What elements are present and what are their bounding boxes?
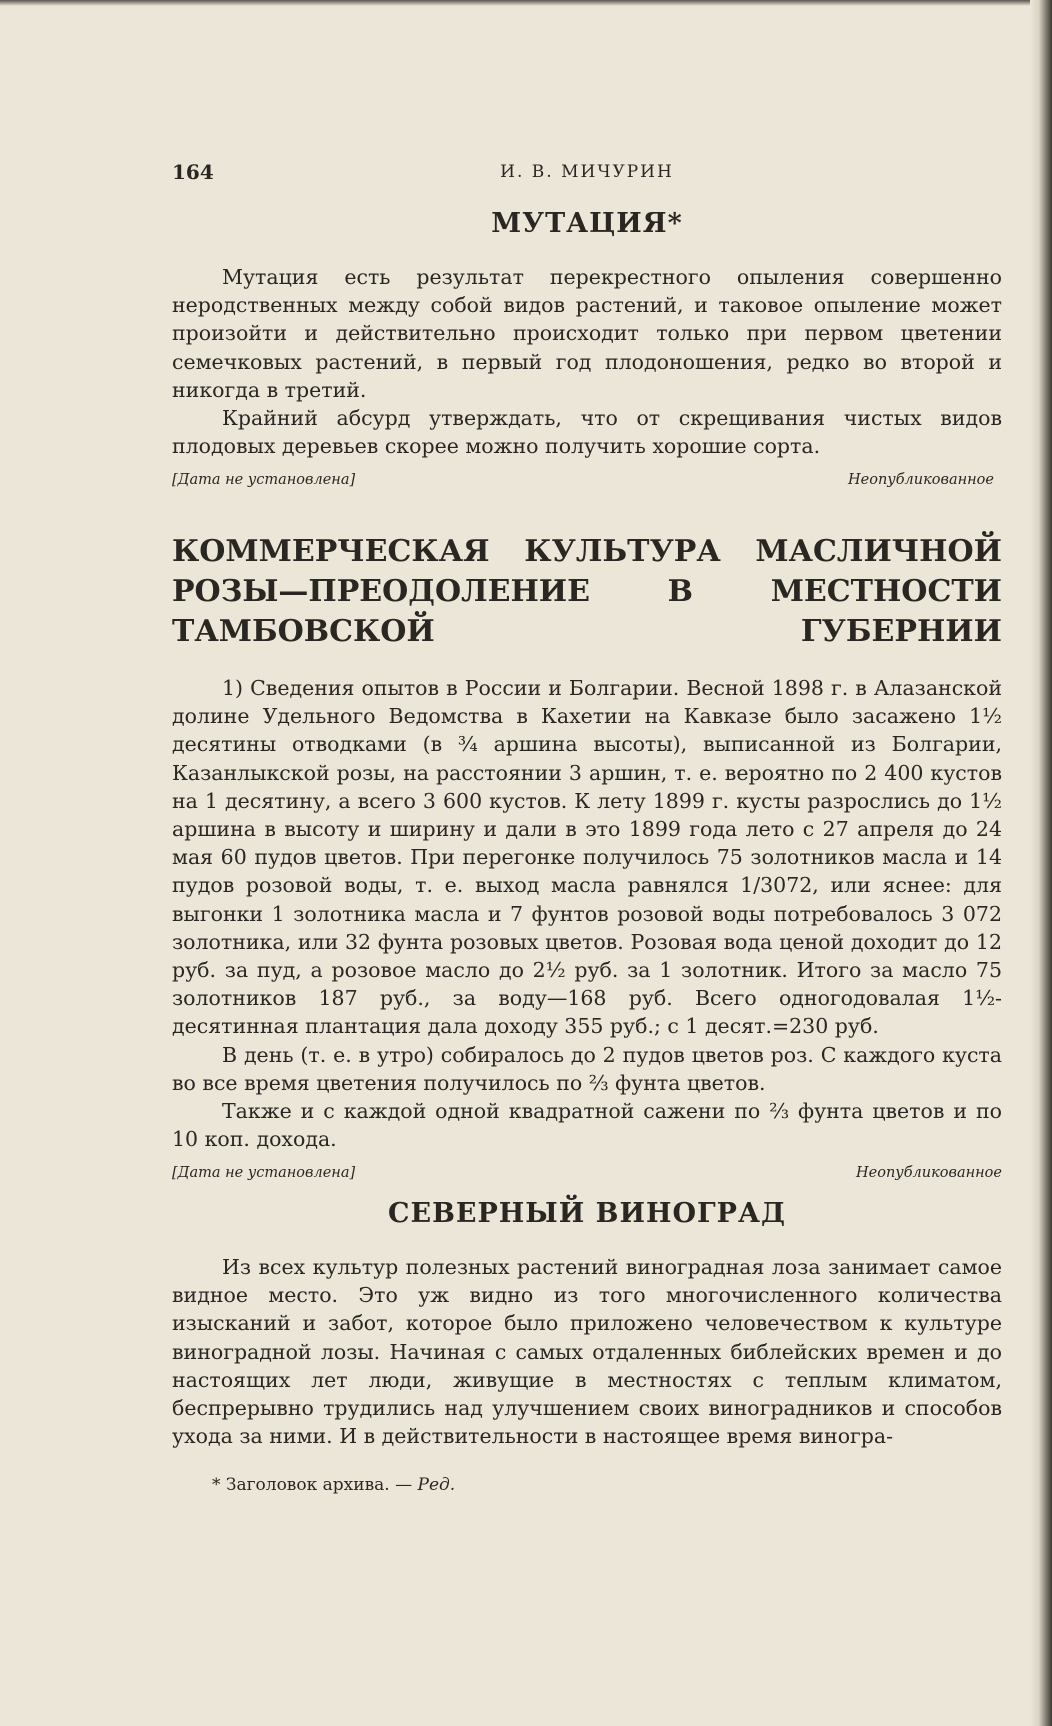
footnote-text: * Заголовок архива. — bbox=[212, 1475, 413, 1495]
page-edge-top bbox=[0, 0, 1052, 6]
rose-paragraph-1: 1) Сведения опытов в России и Болгарии. Весной 1898 г. в Алазанской долине Удельного Ведомства в Кахетии на Кавказе было засажено 1½ десятины отводками (в ¾ аршина высоты), выписанной из Болгарии, Казанлыкской розы, на расстоянии 3 аршин, т. е. вероятно по 2 400 кустов на 1 десятину, а всего 3 600 кустов. К лету 1899 г. кусты разрослись до 1½ аршина в высоту и ширину и дали в это 1899 года лето с 27 апреля до 24 мая 60 пудов цветов. При перегонке получилось 75 золотников масла и 14 пудов розовой воды, т. е. выход масла равнялся 1/3072, или яснее: для выгонки 1 золотника масла и 7 фунтов розовой воды потребовалось 3 072 золотника, или 32 фунта розовых цветов. Розовая вода ценой доходит до 12 руб. за пуд, а розовое масло до 2½ руб. за 1 золотник. Итого за масло 75 золотников 187 руб., за воду—168 руб. Всего одногодовалая 1½-десятинная плантация дала доходу 355 руб.; с 1 десят.=230 руб. bbox=[172, 676, 1002, 1039]
mutation-paragraph-1: Мутация есть результат перекрестного опыления совершенно неродственных между собой видов растений, и таковое опыление может произойти и действительно происходит только при первом цветении семечковых растений, в первый год плодоношения, редко во второй и никогда в третий. bbox=[172, 265, 1002, 402]
footnote-editor: Ред. bbox=[417, 1475, 456, 1495]
mutation-paragraph-2: Крайний абсурд утверждать, что от скрещивания чистых видов плодовых деревьев скорее можно получить хорошие сорта. bbox=[172, 406, 1002, 459]
section-mutation bbox=[172, 208, 1002, 494]
footnote bbox=[172, 1475, 1042, 1495]
section-rose bbox=[172, 532, 1002, 1187]
rose-meta bbox=[172, 1165, 1002, 1187]
rose-date: [Дата не установлена] bbox=[172, 1165, 356, 1182]
mutation-meta bbox=[172, 472, 1002, 494]
grape-paragraph-1: Из всех культур полезных растений виноградная лоза занимает самое видное место. Это уж видно из того многочисленного количества изысканий и забот, которое было приложено человечеством к культуре виноградной лозы. Начиная с самых отдаленных библейских времен и до настоящих лет люди, живущие в местностях с теплым климатом, беспрерывно трудились над улучшением своих виноградников и способов ухода за ними. И в действительности в настоящее время виногра- bbox=[172, 1255, 1002, 1449]
grape-title: СЕВЕРНЫЙ ВИНОГРАД bbox=[388, 1198, 786, 1229]
mutation-status: Неопубликованное bbox=[847, 472, 994, 489]
running-head-author: И. В. МИЧУРИН bbox=[500, 162, 674, 182]
mutation-title: МУТАЦИЯ* bbox=[491, 208, 683, 239]
section-grape bbox=[172, 1198, 1002, 1450]
mutation-date: [Дата не установлена] bbox=[172, 472, 356, 489]
rose-paragraph-2: В день (т. е. в утро) собиралось до 2 пудов цветов роз. С каждого куста во все время цветения получилось по ⅔ фунта цветов. bbox=[172, 1042, 1002, 1095]
running-head bbox=[172, 160, 1002, 184]
page-number: 164 bbox=[172, 160, 214, 184]
rose-status: Неопубликованное bbox=[855, 1165, 1002, 1182]
rose-title: КОММЕРЧЕСКАЯ КУЛЬТУРА МАСЛИЧНОЙ РОЗЫ—ПРЕОДОЛЕНИЕ В МЕСТНОСТИ ТАМБОВСКОЙ ГУБЕРНИИ bbox=[172, 534, 1002, 649]
rose-paragraph-3: Также и с каждой одной квадратной сажени по ⅔ фунта цветов и по 10 коп. дохода. bbox=[172, 1099, 1002, 1152]
page-edge-right bbox=[1030, 0, 1052, 1726]
